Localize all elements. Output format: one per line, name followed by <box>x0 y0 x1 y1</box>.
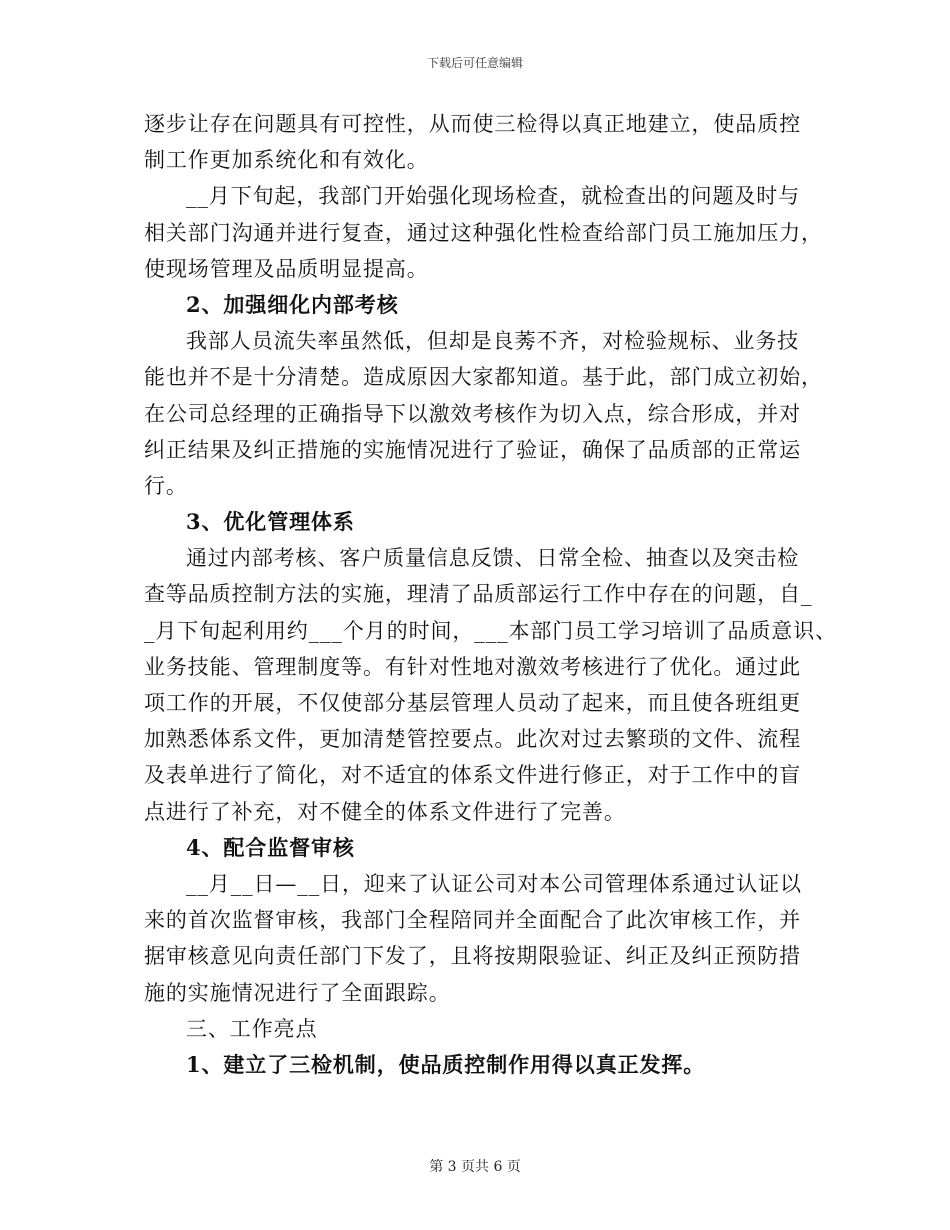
body-line: 相关部门沟通并进行复查，通过这种强化性检查给部门员工施加压力， <box>144 220 823 245</box>
section-heading: 3、优化管理体系 <box>186 509 355 535</box>
body-line: _月下旬起利用约___个月的时间，___本部门员工学习培训了品质意识、 <box>144 618 837 643</box>
section-heading: 2、加强细化内部考核 <box>186 291 399 317</box>
body-line: 业务技能、管理制度等。有针对性地对激效考核进行了优化。通过此 <box>144 654 801 679</box>
body-line: 及表单进行了简化，对不适宜的体系文件进行修正，对于工作中的盲 <box>144 763 801 788</box>
body-line: 制工作更加系统化和有效化。 <box>144 148 429 173</box>
body-line: 加熟悉体系文件，更加清楚管控要点。此次对过去繁琐的文件、流程 <box>144 727 801 752</box>
body-line: 使现场管理及品质明显提高。 <box>144 256 429 281</box>
body-line: 点进行了补充，对不健全的体系文件进行了完善。 <box>144 799 626 824</box>
body-line: 据审核意见向责任部门下发了，且将按期限验证、纠正及纠正预防措 <box>144 944 801 969</box>
body-line: 施的实施情况进行了全面跟踪。 <box>144 980 451 1005</box>
body-line: 通过内部考核、客户质量信息反馈、日常全检、抽查以及突击检 <box>186 546 800 571</box>
document-body <box>144 106 837 1083</box>
page-footer: 第 3 页共 6 页 <box>429 1159 521 1175</box>
body-line: 项工作的开展，不仅使部分基层管理人员动了起来，而且使各班组更 <box>144 691 801 715</box>
body-line: 能也并不是十分清楚。造成原因大家都知道。基于此，部门成立初始， <box>144 365 823 390</box>
section-heading: 4、配合监督审核 <box>186 834 355 860</box>
body-line: 三、工作亮点 <box>186 1016 318 1041</box>
page-header: 下载后可任意编辑 <box>426 56 523 70</box>
body-line: 行。 <box>144 473 188 498</box>
body-line: 逐步让存在问题具有可控性，从而使三检得以真正地建立，使品质控 <box>144 112 801 136</box>
body-line: 在公司总经理的正确指导下以激效考核作为切入点，综合形成，并对 <box>144 401 801 426</box>
body-line: 我部人员流失率虽然低，但却是良莠不齐，对检验规标、业务技 <box>186 329 800 354</box>
body-line: __月__日—__日，迎来了认证公司对本公司管理体系通过认证以 <box>186 871 802 896</box>
body-line: __月下旬起，我部门开始强化现场检查，就检查出的问题及时与 <box>186 184 801 209</box>
section-heading: 1、建立了三检机制，使品质控制作用得以真正发挥。 <box>186 1051 706 1077</box>
body-line: 查等品质控制方法的实施，理清了品质部运行工作中存在的问题，自_ <box>144 582 813 607</box>
body-line: 纠正结果及纠正措施的实施情况进行了验证，确保了品质部的正常运 <box>144 437 801 462</box>
body-line: 来的首次监督审核，我部门全程陪同并全面配合了此次审核工作，并 <box>144 908 801 933</box>
